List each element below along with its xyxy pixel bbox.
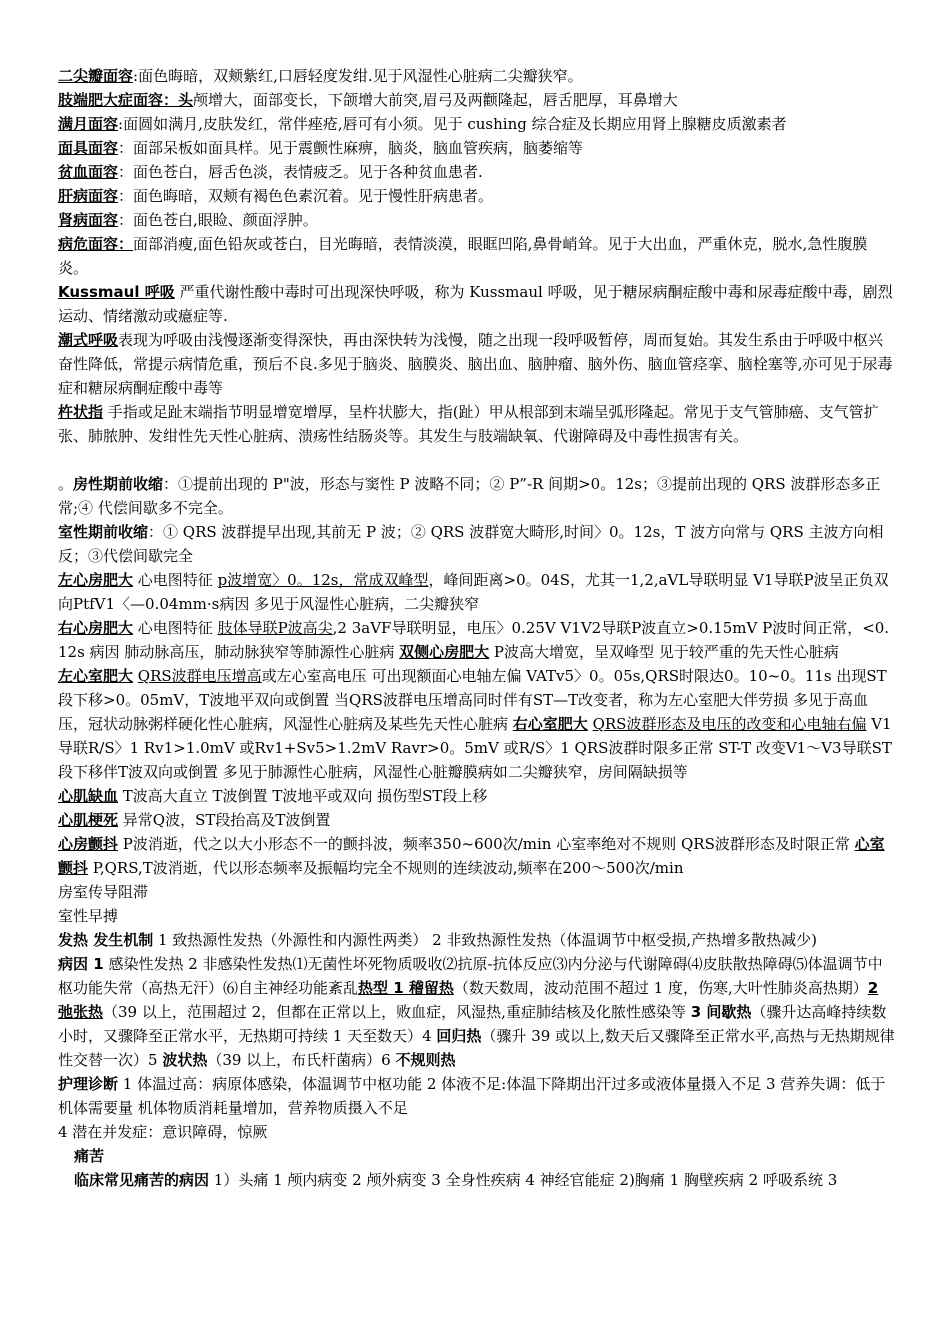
term-heading: 左心室肥大 — [58, 667, 134, 685]
term-heading: 室性期前收缩 — [58, 523, 149, 541]
text-run: ,2 3aVF导联明显，电压〉0.25V V1V2导联P波直立>0.15mV P波时间正常，<0.12s 病因 肺动脉高压，肺动脉狭窄等肺源性心脏病 — [58, 619, 890, 661]
paragraph — [58, 88, 896, 112]
paragraph — [58, 208, 896, 232]
text-run: ，峰间距离>0。04S，尤其一1,2,aVL导联明显 V1导联P波呈正负双向PtfV1〈—0.04mm·s病因 多见于风湿性心脏病，二尖瓣狭窄 — [58, 571, 889, 613]
text-run: :面圆如满月,皮肤发红，常伴痤疮,唇可有小须。见于 cushing 综合症及长期应用肾上腺糖皮质激素者 — [118, 115, 787, 133]
term-heading: 左心房肥大 — [58, 571, 134, 589]
text-run: 感染性发热 2 非感染性发热⑴无菌性坏死物质吸收⑵抗原-抗体反应⑶内分泌与代谢障碍⑷皮肤散热障碍⑸体温调节中枢功能失常（高热无汗）⑹自主神经功能紊乱 — [58, 955, 883, 997]
paragraph — [58, 136, 896, 160]
term-heading: 贫血面容 — [58, 163, 119, 181]
paragraph — [58, 832, 896, 880]
paragraph — [58, 904, 896, 928]
text-run: T波高大直立 T波倒置 T波地平或双向 损伤型ST段上移 — [118, 787, 488, 805]
term-heading: 病危面容： — [58, 235, 134, 253]
text-run: 面部消瘦,面色铅灰或苍白，目光晦暗，表情淡漠，眼眶凹陷,鼻骨峭耸。见于大出血，严重休克，脱水,急性腹膜炎。 — [58, 235, 868, 277]
text-run: QRS波群电压增高 — [137, 667, 262, 685]
term-heading: 肝病面容 — [58, 187, 119, 205]
term-heading: 不规则热 — [395, 1051, 456, 1069]
text-run: 心电图特征 — [133, 619, 218, 637]
text-run: ：面部呆板如面具样。见于震颤性麻痹，脑炎，脑血管疾病，脑萎缩等 — [118, 139, 584, 157]
text-run: 。 — [58, 475, 74, 493]
paragraph — [58, 64, 896, 88]
text-run: （39 以上，布氏杆菌病）6 — [207, 1051, 396, 1069]
text-run: 1 致热源性发热（外源性和内源性两类） 2 非致热源性发热（体温调节中枢受损,产热增多散热减少) — [153, 931, 818, 949]
text-run: 严重代谢性酸中毒时可出现深快呼吸，称为 Kussmaul 呼吸，见于糖尿病酮症酸中毒和尿毒症酸中毒，剧烈运动、情绪激动或癔症等. — [58, 283, 893, 325]
text-run: ：①提前出现的 P"波，形态与窦性 P 波略不同；② P”-R 间期>0。12s；③提前出现的 QRS 波群形态多正常;④ 代偿间歇多不完全。 — [58, 475, 881, 517]
text-run: P波消逝，代之以大小形态不一的颤抖波，频率350~600次/min 心室率绝对不规则 QRS波群形态及时限正常 — [118, 835, 855, 853]
term-heading: 波状热 — [162, 1051, 208, 1069]
term-heading: 二尖瓣面容 — [58, 67, 134, 85]
text-run: 4 潜在并发症：意识障碍，惊厥 — [58, 1123, 268, 1141]
paragraph — [58, 952, 896, 1072]
paragraph — [58, 664, 896, 784]
term-heading: 心室颤抖 — [58, 835, 885, 877]
paragraph — [58, 400, 896, 448]
text-run: P,QRS,T波消逝，代以形态频率及振幅均完全不规则的连续波动,频率在200～500次/min — [88, 859, 684, 877]
term-heading: 痛苦 — [74, 1147, 105, 1165]
text-run: P波高大增宽，呈双峰型 见于较严重的先天性心脏病 — [489, 643, 839, 661]
text-run: 颅增大，面部变长，下颌增大前突,眉弓及两颧隆起，唇舌肥厚，耳鼻增大 — [193, 91, 678, 109]
paragraph — [58, 1120, 896, 1144]
term-heading: 临床常见痛苦的病因 — [74, 1171, 210, 1189]
term-heading: 右心房肥大 — [58, 619, 134, 637]
text-run: 肢体导联P波高尖 — [217, 619, 333, 637]
paragraph — [58, 568, 896, 616]
term-heading: 2 弛张热 — [58, 979, 879, 1021]
text-run: p波增宽〉0。12s，常成双峰型 — [217, 571, 429, 589]
term-heading: 满月面容 — [58, 115, 119, 133]
paragraph — [58, 160, 896, 184]
paragraph — [58, 1144, 896, 1168]
paragraph — [58, 112, 896, 136]
paragraph — [58, 280, 896, 328]
text-run: ：面色苍白，唇舌色淡，表情疲乏。见于各种贫血患者. — [118, 163, 483, 181]
term-heading: 右心室肥大 — [512, 715, 588, 733]
term-heading: 病因 1 — [58, 955, 104, 973]
term-heading: 热型 1 稽留热 — [358, 979, 454, 997]
paragraph — [58, 616, 896, 664]
text-run: QRS波群形态及电压的改变和心电轴右偏 — [592, 715, 867, 733]
paragraph — [58, 520, 896, 568]
term-heading: Kussmaul 呼吸 — [58, 283, 175, 301]
text-run: ：面色晦暗，双颊有褐色色素沉着。见于慢性肝病患者。 — [118, 187, 494, 205]
term-heading: 房性期前收缩 — [73, 475, 164, 493]
paragraph — [58, 472, 896, 520]
text-run: 1 体温过高：病原体感染，体温调节中枢功能 2 体液不足:体温下降期出汗过多或液体量摄入不足 3 营养失调：低于机体需要量 机体物质消耗量增加，营养物质摄入不足 — [58, 1075, 886, 1117]
text-run: （39 以上，范围超过 2，但都在正常以上，败血症，风湿热,重症肺结核及化脓性感染等 — [103, 1003, 691, 1021]
text-run: 心电图特征 — [133, 571, 218, 589]
text-run: ：① QRS 波群提早出现,其前无 P 波；② QRS 波群宽大畸形,时间〉0。12s，T 波方向常与 QRS 主波方向相反；③代偿间歇完全 — [58, 523, 884, 565]
text-run: 房室传导阻滞 — [58, 883, 149, 901]
paragraph — [58, 928, 896, 952]
blank-line — [58, 448, 896, 472]
term-heading: 双侧心房肥大 — [399, 643, 490, 661]
paragraph — [58, 232, 896, 280]
term-heading: 潮式呼吸 — [58, 331, 119, 349]
paragraph — [58, 328, 896, 400]
term-heading: 心房颤抖 — [58, 835, 119, 853]
term-heading: 发热 发生机制 — [58, 931, 154, 949]
text-run: 手指或足趾末端指节明显增宽增厚，呈杵状膨大，指(趾）甲从根部到末端呈弧形隆起。常见于支气管肺癌、支气管扩张、肺脓肿、发绀性先天性心脏病、溃疡性结肠炎等。其发生与肢端缺氧、代谢障碍及中毒性损害有关。 — [58, 403, 879, 445]
paragraph — [58, 880, 896, 904]
text-run: ：面色苍白,眼睑、颜面浮肿。 — [118, 211, 318, 229]
text-run: （数天数周，波动范围不超过 1 度，伤寒,大叶性肺炎高热期） — [453, 979, 868, 997]
text-run: （骤升 39 或以上,数天后又骤降至正常水平,高热与无热期规律性交替一次）5 — [58, 1027, 895, 1069]
paragraph — [58, 784, 896, 808]
text-run: 或左心室高电压 可出现额面心电轴左偏 VATv5〉0。05s,QRS时限达0。10~0。11s 出现ST段下移>0。05mV，T波地平双向或倒置 当QRS波群电压增高同时伴有ST—T改变者，称为左心室肥大伴劳损 多见于高血压，冠状动脉粥样硬化性心脏病，风湿性心脏病及某些先天性心脏病 — [58, 667, 887, 733]
paragraph — [58, 184, 896, 208]
term-heading: 心肌缺血 — [58, 787, 119, 805]
term-heading: 杵状指 — [58, 403, 104, 421]
paragraph — [58, 1168, 896, 1192]
text-run: （骤升达高峰持续数小时，又骤降至正常水平，无热期可持续 1 天至数天）4 — [58, 1003, 887, 1045]
text-run: 1）头痛 1 颅内病变 2 颅外病变 3 全身性疾病 4 神经官能症 2)胸痛 1 胸壁疾病 2 呼吸系统 3 — [209, 1171, 838, 1189]
text-run: V1导联R/S〉1 Rv1>1.0mV 或Rv1+Sv5>1.2mV Ravr>0。5mV 或R/S〉1 QRS波群时限多正常 ST-T 改变V1～V3导联ST段下移伴T波双向或倒置 多见于肺源性心脏病，风湿性心脏瓣膜病如二尖瓣狭窄，房间隔缺损等 — [58, 715, 892, 781]
text-run: 异常Q波，ST段抬高及T波倒置 — [118, 811, 331, 829]
term-heading: 心肌梗死 — [58, 811, 119, 829]
term-heading: 3 间歇热 — [690, 1003, 752, 1021]
text-run: 表现为呼吸由浅慢逐渐变得深快，再由深快转为浅慢，随之出现一段呼吸暂停，周而复始。其发生系由于呼吸中枢兴奋性降低，常提示病情危重，预后不良.多见于脑炎、脑膜炎、脑出血、脑肿瘤、脑外伤、脑血管痉挛、脑栓塞等,亦可见于尿毒症和糖尿病酮症酸中毒等 — [58, 331, 893, 397]
term-heading: 护理诊断 — [58, 1075, 119, 1093]
term-heading: 回归热 — [436, 1027, 482, 1045]
term-heading: 肾病面容 — [58, 211, 119, 229]
term-heading: 肢端肥大症面容：头 — [58, 91, 194, 109]
text-run: :面色晦暗，双颊紫红,口唇轻度发绀.见于风湿性心脏病二尖瓣狭窄。 — [133, 67, 583, 85]
paragraph — [58, 808, 896, 832]
term-heading: 面具面容 — [58, 139, 119, 157]
text-run: 室性早搏 — [58, 907, 119, 925]
paragraph — [58, 1072, 896, 1120]
